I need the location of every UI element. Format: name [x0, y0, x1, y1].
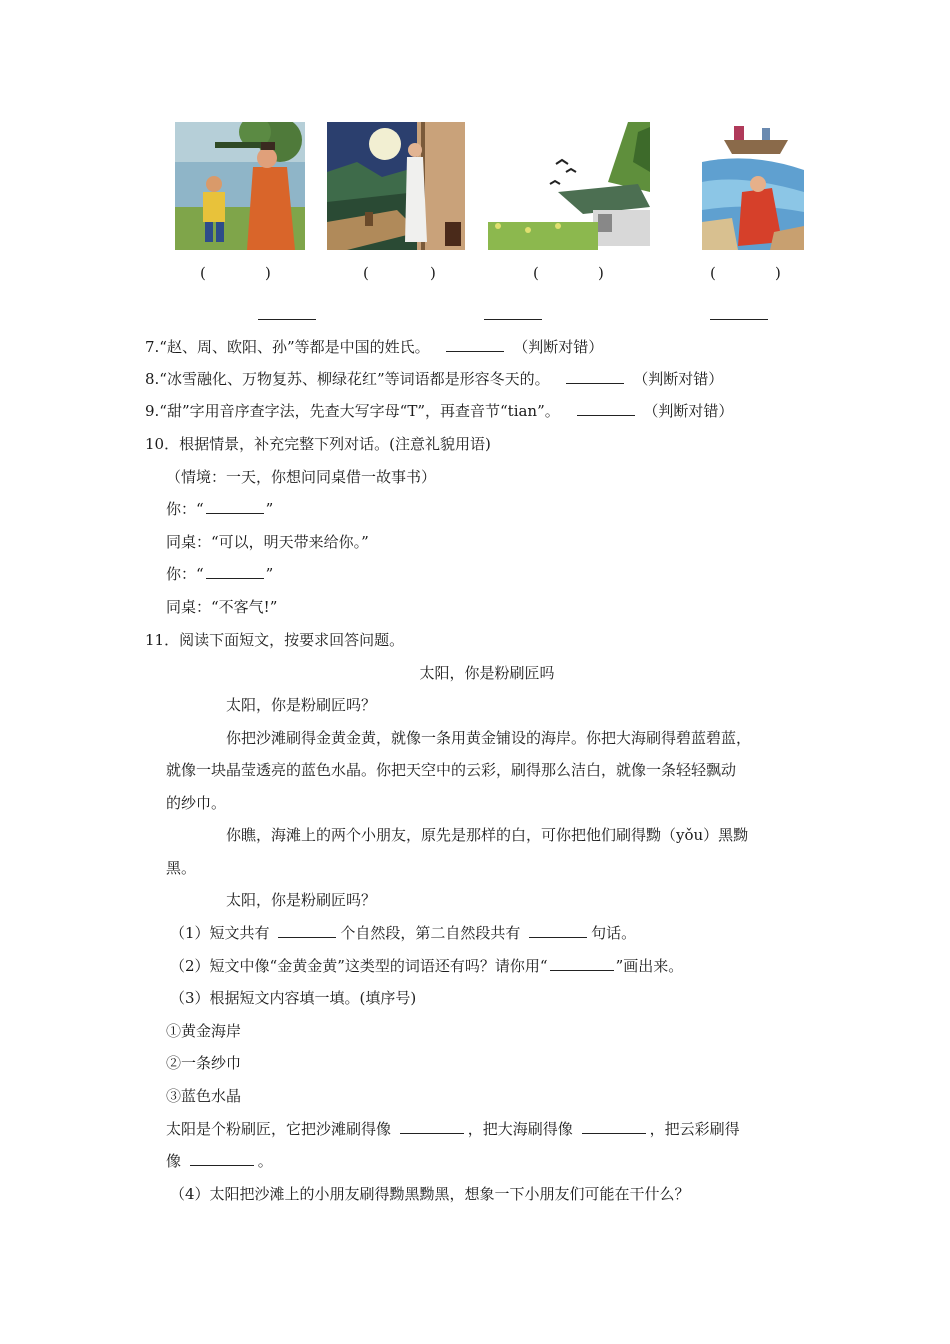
- question-7-text: 7.“赵、周、欧阳、孙”等都是中国的姓氏。: [145, 338, 430, 356]
- passage-p4: 太阳，你是粉刷匠吗？: [226, 891, 377, 909]
- picture-3: [488, 122, 650, 250]
- passage-p2-line3: 的纱巾。: [166, 794, 227, 812]
- picture-moon-night: [327, 122, 465, 250]
- question-8-text: 8.“冰雪融化、万物复苏、柳绿花红”等词语都是形容冬天的。: [145, 370, 550, 388]
- answer-blank-2[interactable]: [484, 318, 542, 320]
- dialog-you-2-blank[interactable]: [206, 564, 264, 579]
- paren-close-2: ): [430, 264, 436, 282]
- option-3: ③蓝色水晶: [166, 1087, 242, 1105]
- question-8-blank[interactable]: [566, 369, 624, 384]
- picture-boat-and-lady: [702, 122, 804, 250]
- sub-question-4: （4）太阳把沙滩上的小朋友刷得黝黑黝黑，想象一下小朋友们可能在干什么？: [170, 1185, 690, 1203]
- paren-open-4: (: [710, 264, 716, 282]
- fill-sentence-e: 。: [257, 1152, 273, 1170]
- dialog-desk-2: 同桌：“不客气!”: [166, 598, 278, 616]
- fill-blank-3[interactable]: [190, 1151, 254, 1166]
- question-7: [145, 336, 603, 358]
- question-10-title: 10．根据情景，补充完整下列对话。(注意礼貌用语): [145, 435, 491, 453]
- sub-question-2-pre: （2）短文中像“金黄金黄”这类型的词语还有吗？请你用“: [170, 957, 548, 975]
- question-7-blank[interactable]: [446, 337, 504, 352]
- question-9-text: 9.“甜”字用音序查字法，先查大写字母“T”，再查音节“tian”。: [145, 402, 560, 420]
- question-11-title: 11．阅读下面短文，按要求回答问题。: [145, 631, 405, 649]
- fill-sentence-line2: [166, 1150, 273, 1172]
- paren-close-3: ): [598, 264, 604, 282]
- picture-birds-over-house: [488, 122, 650, 250]
- sub-question-1-blank-b[interactable]: [529, 923, 587, 938]
- dialog-you-1: [166, 498, 273, 520]
- paren-open-1: (: [200, 264, 206, 282]
- question-9-suffix: （判断对错）: [643, 402, 734, 420]
- picture-4: [702, 122, 804, 250]
- sub-question-1: [170, 922, 636, 944]
- passage-p2-line1: 你把沙滩刷得金黄金黄，就像一条用黄金铺设的海岸。你把大海刷得碧蓝碧蓝，: [226, 729, 752, 747]
- paren-open-3: (: [533, 264, 539, 282]
- paren-close-4: ): [775, 264, 781, 282]
- question-9: [145, 400, 733, 422]
- option-1: ①黄金海岸: [166, 1022, 242, 1040]
- dialog-desk-1: 同桌：“可以，明天带来给你。”: [166, 533, 369, 551]
- dialog-you-1-post: ”: [265, 500, 274, 518]
- fill-blank-2[interactable]: [582, 1119, 646, 1134]
- picture-boy-and-elder: [175, 122, 305, 250]
- question-10-situation: （情境：一天，你想问同桌借一故事书）: [166, 468, 437, 486]
- paren-open-2: (: [363, 264, 369, 282]
- dialog-you-1-pre: 你：“: [166, 500, 204, 518]
- question-8-suffix: （判断对错）: [633, 370, 724, 388]
- paren-close-1: ): [265, 264, 271, 282]
- question-8: [145, 368, 723, 390]
- passage-p1: 太阳，你是粉刷匠吗？: [226, 696, 377, 714]
- sub-question-2-post: ”画出来。: [615, 957, 684, 975]
- dialog-you-2-pre: 你：“: [166, 565, 204, 583]
- passage-p3-line2: 黑。: [166, 859, 197, 877]
- answer-blank-1[interactable]: [258, 318, 316, 320]
- option-2: ②一条纱巾: [166, 1054, 242, 1072]
- sub-question-1-pre: （1）短文共有: [170, 924, 270, 942]
- sub-question-1-blank-a[interactable]: [278, 923, 336, 938]
- passage-title: 太阳，你是粉刷匠吗: [419, 664, 555, 682]
- sub-question-3: （3）根据短文内容填一填。(填序号): [170, 989, 417, 1007]
- passage-p3-line1: 你瞧，海滩上的两个小朋友，原先是那样的白，可你把他们刷得黝（yǒu）黑黝: [226, 826, 749, 844]
- picture-2: [327, 122, 465, 250]
- fill-sentence-a: 太阳是个粉刷匠，它把沙滩刷得像: [166, 1120, 392, 1138]
- fill-sentence-c: ，把云彩刷得: [649, 1120, 740, 1138]
- fill-blank-1[interactable]: [400, 1119, 464, 1134]
- sub-question-2: [170, 955, 683, 977]
- question-7-suffix: （判断对错）: [513, 338, 604, 356]
- sub-question-2-blank[interactable]: [550, 956, 614, 971]
- dialog-you-1-blank[interactable]: [206, 499, 264, 514]
- fill-sentence-b: ，把大海刷得像: [467, 1120, 573, 1138]
- dialog-you-2-post: ”: [265, 565, 274, 583]
- sub-question-1-post: 句话。: [591, 924, 637, 942]
- passage-p2-line2: 就像一块晶莹透亮的蓝色水晶。你把天空中的云彩，刷得那么洁白，就像一条轻轻飘动: [166, 761, 737, 779]
- picture-1: [175, 122, 305, 250]
- question-9-blank[interactable]: [577, 401, 635, 416]
- fill-sentence-line1: [166, 1118, 740, 1140]
- sub-question-1-mid: 个自然段，第二自然段共有: [340, 924, 521, 942]
- fill-sentence-d: 像: [166, 1152, 182, 1170]
- answer-blank-3[interactable]: [710, 318, 768, 320]
- dialog-you-2: [166, 563, 273, 585]
